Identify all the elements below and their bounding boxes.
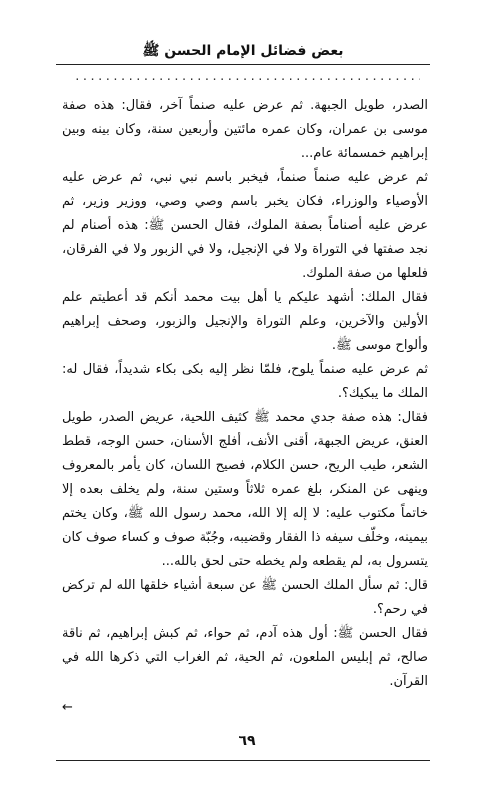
paragraph: قال: ثم سأل الملك الحسن ﷺ عن سبعة أشياء خلقها الله لم تركض في رحم؟. (62, 578, 428, 617)
footer-rule (56, 760, 430, 761)
paragraph: فقال الملك: أشهد عليكم يا أهل بيت محمد أنكم قد أعطيتم علم الأولين والآخرين، وعلم التوراة والإنجيل والزبور، وصحف إبراهيم وألواح موسى ﷺ. (62, 290, 428, 353)
running-header: بعض فضائل الإمام الحسن ﷺ (142, 43, 344, 59)
paragraph: ثم عرض عليه صنماً صنماً، فيخبر باسم نبي نبي، ثم عرض عليه الأوصياء والوزراء، فكان يخبر باسم وصي وصي، ووزير وزير، ثم عرض عليه أصناماً بصفة الملوك، فقال الحسن ﷺ: هذه أصنام لم نجد صفتها في التوراة ولا في الإنجيل، ولا في الزبور ولا في الفرقان، فلعلها من صفة الملوك. (62, 170, 428, 281)
continuation-arrow-icon: ← (62, 700, 73, 715)
header-rule (56, 64, 430, 65)
body-text (62, 94, 428, 694)
paragraph: الصدر، طويل الجبهة. ثم عرض عليه صنماً آخر، فقال: هذه صفة موسى بن عمران، وكان عمره مائتين وأربعين سنة، وكان بينه وبين إبراهيم خمسمائة عام... (62, 98, 428, 161)
paragraph: فقال الحسن ﷺ: أول هذه آدم، ثم حواء، ثم كبش إبراهيم، ثم ناقة صالح، ثم إبليس الملعون، ثم الحية، ثم الغراب التي ذكرها الله في القرآن. (62, 626, 428, 689)
paragraph: ثم عرض عليه صنماً يلوح، فلمّا نظر إليه بكى بكاء شديداً، فقال له: الملك ما يبكيك؟. (62, 362, 428, 401)
paragraph: فقال: هذه صفة جدي محمد ﷺ كثيف اللحية، عريض الصدر، طويل العنق، عريض الجبهة، أقنى الأنف، أفلج الأسنان، حسن الوجه، قطط الشعر، طيب الريح، حسن الكلام، فصيح اللسان، كان يأمر بالمعروف وينهى عن المنكر، بلغ عمره ثلاثاً وستين سنة، ولم يخلف بعده إلا خاتماً مكتوب عليه: لا إله إلا الله، محمد رسول الله ﷺ، وكان يختم بيمينه، وخلّف سيفه ذا الفقار وقضيبه، وجُبّة صوف و كساء صوف كان يتسرول به، لم يقطعه ولم يخطه حتى لحق بالله... (62, 410, 428, 569)
dotted-separator (74, 71, 420, 83)
page-number: ٦٩ (238, 733, 256, 749)
